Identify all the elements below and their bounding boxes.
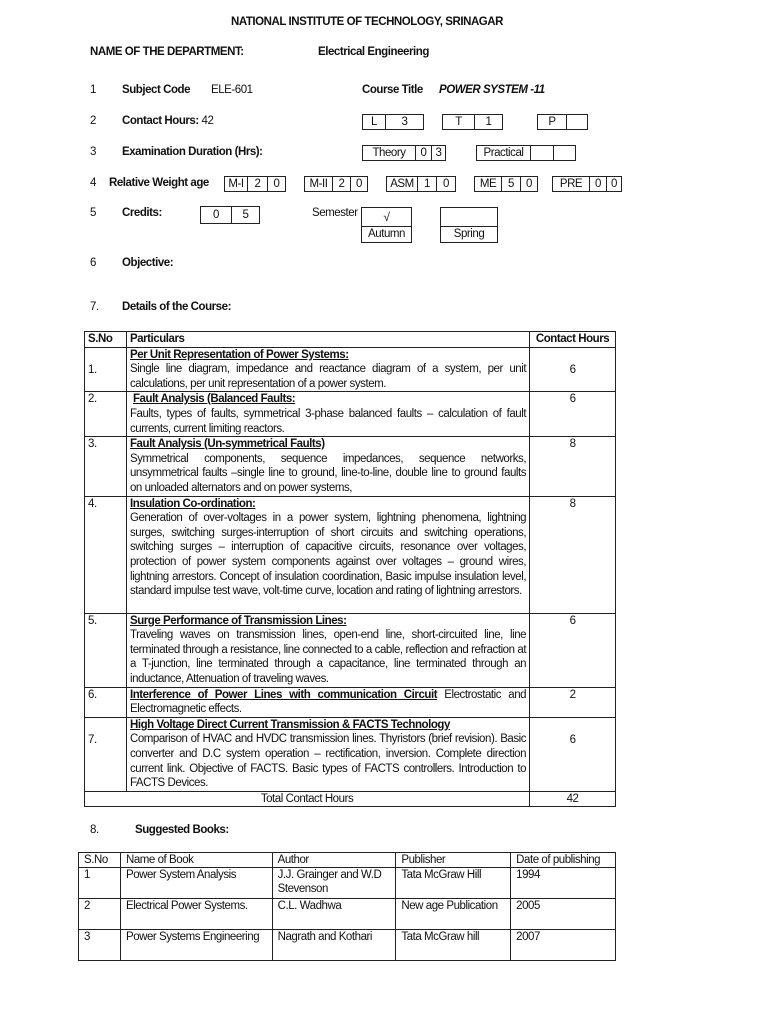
row-sno: 5. xyxy=(85,613,127,687)
weight-digit: 5 xyxy=(501,177,520,191)
theory-label: Theory xyxy=(372,147,406,159)
row-number: 5 xyxy=(90,207,96,219)
row-particulars xyxy=(126,687,529,717)
book-date: 2007 xyxy=(511,930,616,961)
row-number: 6 xyxy=(90,257,96,269)
table-row xyxy=(85,613,616,687)
books-header: Publisher xyxy=(396,853,511,868)
topic-title: Surge Performance of Transmission Lines: xyxy=(129,614,347,627)
book-row xyxy=(79,868,616,899)
book-date: 1994 xyxy=(511,868,616,899)
table-header-row xyxy=(85,332,616,348)
theory-digit: 3 xyxy=(431,146,445,160)
books-table xyxy=(78,852,616,961)
book-publisher: Tata McGraw hill xyxy=(396,930,511,961)
weight-digit: 1 xyxy=(417,177,436,191)
book-sno: 2 xyxy=(79,899,121,930)
row-hours: 6 xyxy=(530,717,616,791)
row-hours: 6 xyxy=(530,347,616,392)
weight-name: ME xyxy=(479,178,497,190)
row-particulars xyxy=(126,347,529,392)
weight-digit: 0 xyxy=(606,177,621,191)
weight-name: PRE xyxy=(559,178,583,190)
row-hours: 8 xyxy=(530,437,616,496)
row-sno: 7. xyxy=(85,717,127,791)
department-label: NAME OF THE DEPARTMENT: xyxy=(90,46,244,58)
book-sno: 3 xyxy=(79,930,121,961)
objective-label: Objective: xyxy=(122,257,174,269)
total-value: 42 xyxy=(530,791,616,807)
row-hours: 6 xyxy=(530,613,616,687)
table-row xyxy=(85,437,616,496)
row-number: 7. xyxy=(90,301,99,313)
book-author: Nagrath and Kothari xyxy=(272,930,396,961)
theory-digit: 0 xyxy=(415,146,431,160)
weight-box-me xyxy=(474,176,538,192)
row-sno: 6. xyxy=(85,687,127,717)
practical-digit xyxy=(553,146,575,160)
header-particulars: Particulars xyxy=(126,332,529,348)
lecture-value: 3 xyxy=(385,115,423,129)
practical-box xyxy=(537,114,588,130)
lecture-label: L xyxy=(371,116,377,128)
autumn-box xyxy=(361,207,412,243)
practical-digit xyxy=(530,146,553,160)
theory-box xyxy=(362,145,446,161)
row-particulars xyxy=(126,392,529,437)
row-number: 4 xyxy=(90,177,96,189)
credits-digit: 5 xyxy=(231,207,259,223)
suggested-books-label: Suggested Books: xyxy=(135,824,229,836)
total-row xyxy=(85,791,616,807)
credits-label: Credits: xyxy=(122,207,162,219)
row-particulars xyxy=(126,613,529,687)
books-header: Name of Book xyxy=(120,853,272,868)
book-publisher: Tata McGraw Hill xyxy=(396,868,511,899)
section-number: 8. xyxy=(90,824,99,836)
topic-title: High Voltage Direct Current Transmission & FACTS Technology xyxy=(129,718,450,731)
topic-title: Insulation Co-ordination: xyxy=(129,497,256,510)
book-row xyxy=(79,899,616,930)
practical-duration-label: Practical xyxy=(483,147,524,159)
book-sno: 1 xyxy=(79,868,121,899)
books-header: Date of publishing xyxy=(511,853,616,868)
weight-digit: 2 xyxy=(332,177,350,191)
topic-title: Interference of Power Lines with communication Circuit xyxy=(129,688,438,701)
row-hours: 6 xyxy=(530,392,616,437)
subject-code-label: Subject Code xyxy=(122,84,191,96)
institute-title: NATIONAL INSTITUTE OF TECHNOLOGY, SRINAGAR xyxy=(231,16,504,28)
row-particulars xyxy=(126,437,529,496)
book-name: Electrical Power Systems. xyxy=(120,899,272,930)
credits-digit: 0 xyxy=(213,209,219,221)
topic-description: Electrostatic and Electromagnetic effects. xyxy=(129,688,527,716)
topic-title: Fault Analysis (Balanced Faults: xyxy=(132,393,296,406)
tutorial-label: T xyxy=(455,116,462,128)
spring-box xyxy=(440,207,498,243)
contact-hours-label: Contact Hours: xyxy=(122,115,199,127)
book-name: Power Systems Engineering xyxy=(120,930,272,961)
tutorial-value: 1 xyxy=(474,115,502,129)
course-details-label: Details of the Course: xyxy=(122,301,231,313)
row-number: 2 xyxy=(90,115,96,127)
books-header: S.No xyxy=(79,853,121,868)
weight-digit: 0 xyxy=(350,177,367,191)
weight-box-m2 xyxy=(304,176,368,192)
book-name: Power System Analysis xyxy=(120,868,272,899)
book-row xyxy=(79,930,616,961)
topic-description: Traveling waves on transmission lines, open-end line, short-circuited line, line terminated through a resistance, line connected to a cable, reflection and refraction at a T-junction, line terminated through a capacitance, line terminated through an inductance, Attenuation of traveling waves. xyxy=(129,629,527,686)
relative-weightage-label: Relative Weight age xyxy=(109,177,209,189)
book-author: C.L. Wadhwa xyxy=(272,899,396,930)
book-date: 2005 xyxy=(511,899,616,930)
topic-description: Faults, types of faults, symmetrical 3-phase balanced faults – calculation of fault currents, current limiting reactors. xyxy=(129,407,527,435)
credits-box xyxy=(200,206,260,224)
topic-description: Comparison of HVAC and HVDC transmission lines. Thyristors (brief revision). Basic converter and D.C system operation – rectification, inversion. Complete direction current link. Objective of FACTS. Basic types of FACTS controllers. Introduction to FACTS Devices. xyxy=(129,733,527,790)
topic-description: Single line diagram, impedance and reactance diagram of a system, per unit calculations, per unit representation of a power system. xyxy=(129,363,527,390)
course-table xyxy=(84,331,616,807)
row-sno: 4. xyxy=(85,496,127,613)
header-sno: S.No xyxy=(85,332,127,348)
row-sno: 3. xyxy=(85,437,127,496)
table-row xyxy=(85,347,616,392)
weight-box-asm xyxy=(386,176,456,192)
table-row xyxy=(85,496,616,613)
semester-label: Semester xyxy=(312,207,358,219)
header-contact-hours: Contact Hours xyxy=(530,332,616,348)
course-title-value: POWER SYSTEM -11 xyxy=(439,84,545,96)
book-publisher: New age Publication xyxy=(396,899,511,930)
practical-duration-box xyxy=(476,145,576,161)
books-header: Author xyxy=(272,853,396,868)
weight-box-m1 xyxy=(224,176,286,192)
topic-description: Symmetrical components, sequence impedances, sequence networks, unsymmetrical faults –single line to ground, line-to-line, double line to ground faults on unloaded alternators and on power systems, xyxy=(129,452,527,494)
weight-digit: 0 xyxy=(589,177,606,191)
row-hours: 2 xyxy=(530,687,616,717)
topic-description: Generation of over-voltages in a power system, lightning phenomena, lightning surges, switching surges-interruption of short circuits and switching operations, switching surges – interruption of capacitive circuits, resonance over voltages, protection of power system components against over voltages – ground wires, lightning arrestors. Concept of insulation coordination, Basic impulse insulation level, standard impulse test wave, volt-time curve, location and rating of lightning arrestors. xyxy=(129,512,527,598)
weight-digit: 2 xyxy=(247,177,267,191)
weight-box-pre xyxy=(552,176,622,192)
total-label: Total Contact Hours xyxy=(85,791,530,807)
weight-digit: 0 xyxy=(436,177,455,191)
tutorial-box xyxy=(442,114,503,130)
weight-name: M-II xyxy=(309,178,328,190)
books-header-row xyxy=(79,853,616,868)
autumn-label: Autumn xyxy=(362,226,411,242)
row-particulars xyxy=(126,717,529,791)
check-mark-icon: √ xyxy=(383,210,390,224)
row-particulars xyxy=(126,496,529,613)
practical-label: P xyxy=(548,116,556,128)
row-sno: 1. xyxy=(85,347,127,392)
exam-duration-label: Examination Duration (Hrs): xyxy=(122,146,263,158)
row-number: 3 xyxy=(90,146,96,158)
contact-hours-value: 42 xyxy=(201,115,214,127)
spring-label: Spring xyxy=(441,226,497,242)
book-author: J.J. Grainger and W.D Stevenson xyxy=(272,868,396,899)
table-row xyxy=(85,717,616,791)
weight-name: ASM xyxy=(390,178,414,190)
weight-name: M-I xyxy=(228,178,244,190)
table-row xyxy=(85,687,616,717)
table-row xyxy=(85,392,616,437)
contact-hours xyxy=(122,115,213,127)
topic-title: Per Unit Representation of Power Systems: xyxy=(129,348,349,361)
row-sno: 2. xyxy=(85,392,127,437)
row-number: 1 xyxy=(90,84,96,96)
row-hours: 8 xyxy=(530,496,616,613)
lecture-box xyxy=(362,114,424,130)
practical-value xyxy=(566,115,587,129)
weight-digit: 0 xyxy=(520,177,537,191)
weight-digit: 0 xyxy=(267,177,285,191)
topic-title: Fault Analysis (Un-symmetrical Faults) xyxy=(129,438,325,451)
department-value: Electrical Engineering xyxy=(318,46,429,58)
course-title-label: Course Title xyxy=(362,84,423,96)
subject-code-value: ELE-601 xyxy=(211,84,253,96)
